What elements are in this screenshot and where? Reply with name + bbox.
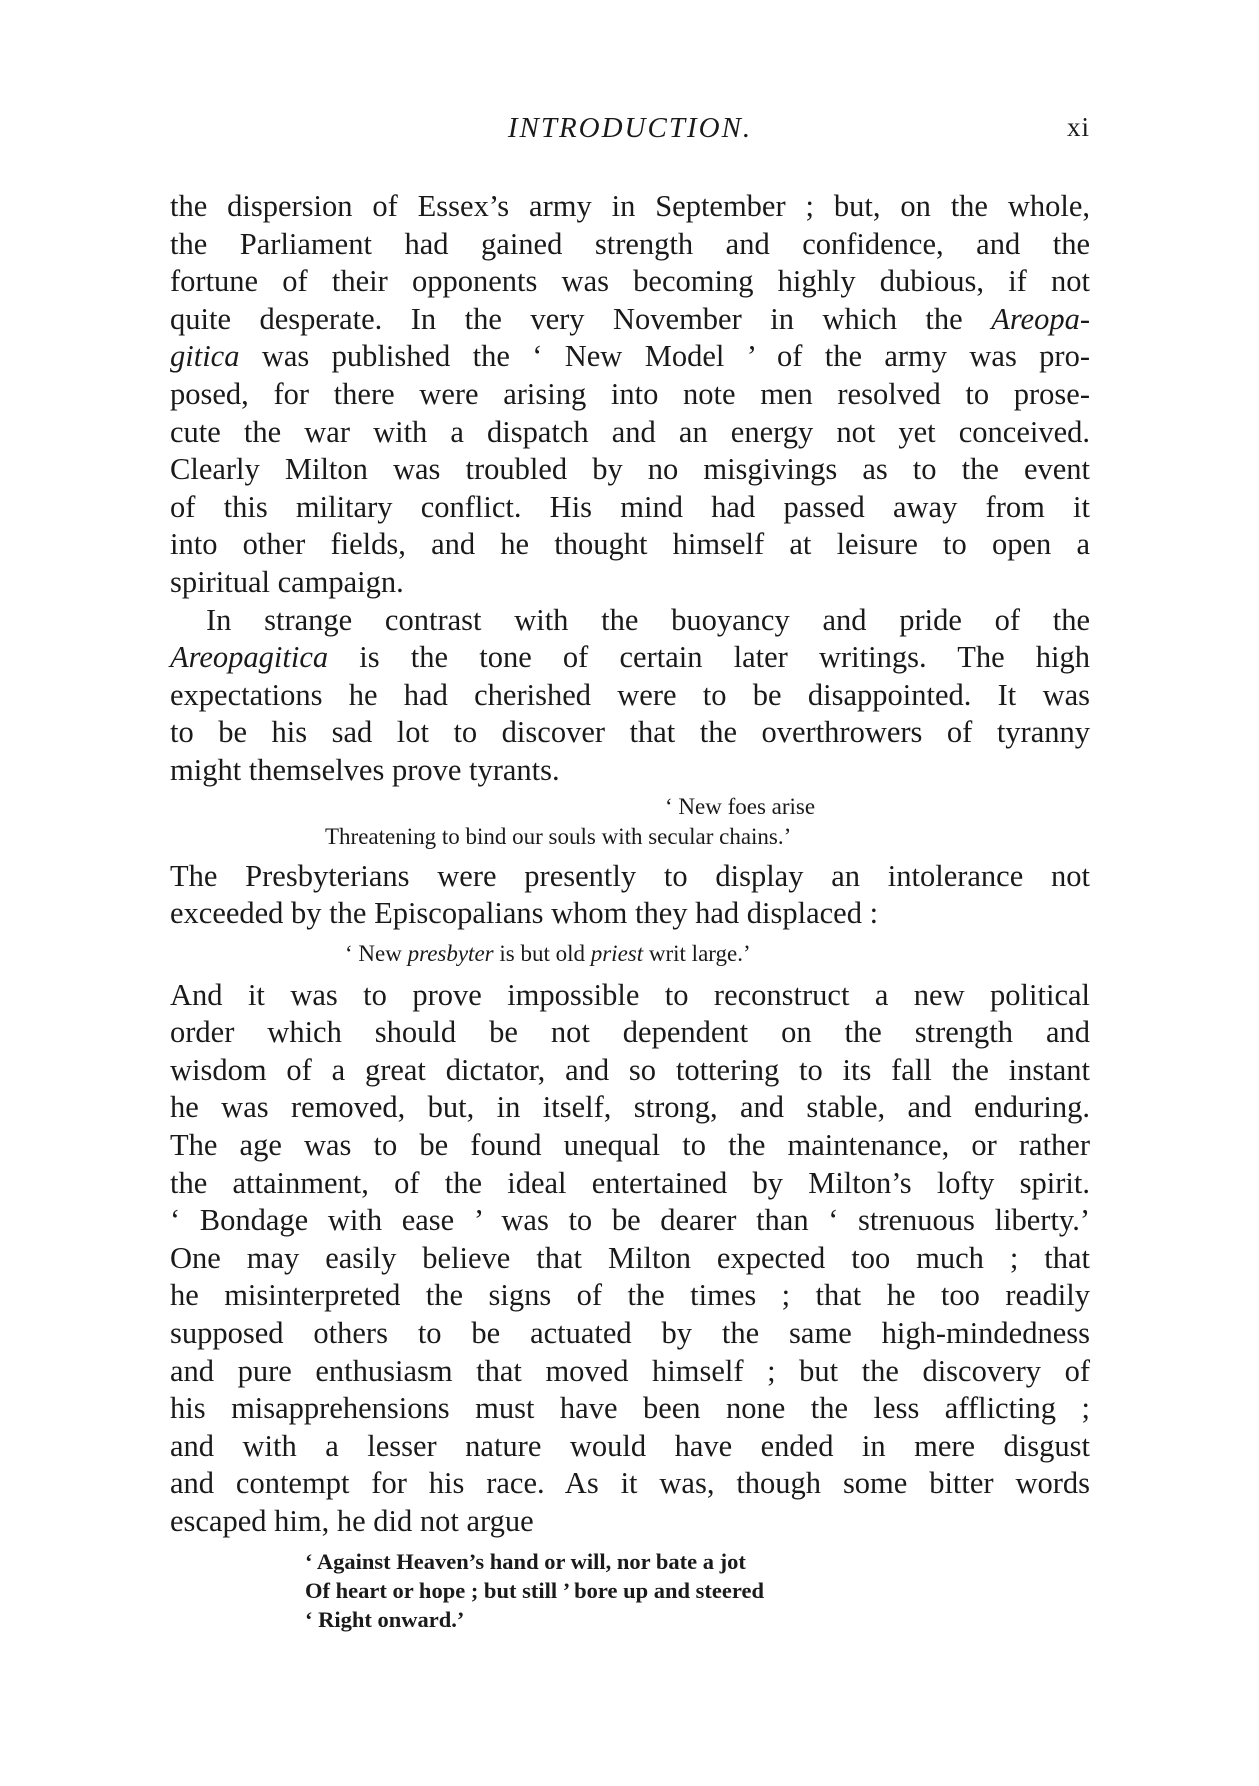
quote-line xyxy=(170,939,1090,969)
text-line: and with a lesser nature would have ended in mere disgust xyxy=(170,1428,1090,1463)
text-line: In strange contrast with the buoyancy and pride of the xyxy=(206,602,1090,637)
text-line: into other fields, and he thought himself at leisure to open a xyxy=(170,527,1090,562)
text-line: And it was to prove impossible to reconstruct a new political xyxy=(170,977,1090,1012)
text-line: ‘ Bondage with ease ’ was to be dearer than ‘ strenuous liberty.’ xyxy=(170,1203,1090,1238)
running-head xyxy=(170,112,1090,152)
text-line: exceeded by the Episcopalians whom they had displaced : xyxy=(170,896,879,931)
text-line xyxy=(170,639,1090,677)
running-title: INTRODUCTION. xyxy=(507,112,753,144)
text-line: posed, for there were arising into note men resolved to prose- xyxy=(170,376,1090,411)
text-line: Clearly Milton was troubled by no misgivings as to the event xyxy=(170,452,1090,487)
text-line: escaped him, he did not argue xyxy=(170,1504,534,1538)
paragraph-3 xyxy=(170,858,1090,933)
text-line: cute the war with a dispatch and an energy not yet conceived. xyxy=(170,414,1090,449)
quote-line: Of heart or hope ; but still ’ bore up and steered xyxy=(305,1577,764,1603)
block-quote-3 xyxy=(170,1547,1090,1634)
paragraph-1 xyxy=(170,188,1090,602)
text-line: the attainment, of the ideal entertained by Milton’s lofty spirit. xyxy=(170,1165,1090,1200)
block-quote-1 xyxy=(170,792,1090,852)
text-line: The Presbyterians were presently to display an intolerance not xyxy=(170,858,1090,893)
quote-line: ‘ Right onward.’ xyxy=(305,1606,465,1632)
text-line: spiritual campaign. xyxy=(170,564,404,599)
quote-line: Threatening to bind our souls with secular chains.’ xyxy=(325,823,792,849)
text-line: his misapprehensions must have been none the less afflicting ; xyxy=(170,1391,1090,1426)
text-line xyxy=(170,301,1090,339)
italic-word: priest xyxy=(590,940,644,966)
text-line: might themselves prove tyrants. xyxy=(170,752,560,787)
italic-word: Areopagitica xyxy=(170,640,329,675)
quote-line: ‘ Against Heaven’s hand or will, nor bate a jot xyxy=(305,1548,746,1574)
text-line: One may easily believe that Milton expected too much ; that xyxy=(170,1240,1090,1275)
quote-segment: ‘ New xyxy=(345,940,408,966)
text-line: he was removed, but, in itself, strong, and stable, and enduring. xyxy=(170,1090,1090,1125)
text-line: order which should be not dependent on the strength and xyxy=(170,1015,1090,1050)
text-line: expectations he had cherished were to be disappointed. It was xyxy=(170,677,1090,712)
text-segment: is the tone of certain later writings. The high xyxy=(328,640,1090,675)
text-line xyxy=(170,338,1090,376)
text-segment: quite desperate. In the very November in which the xyxy=(170,301,992,336)
paragraph-2 xyxy=(170,602,1090,790)
italic-word: gitica xyxy=(170,339,240,374)
text-line: the Parliament had gained strength and confidence, and the xyxy=(170,226,1090,261)
text-line: and contempt for his race. As it was, though some bitter words xyxy=(170,1466,1090,1501)
quote-segment: writ large.’ xyxy=(643,940,751,966)
text-line: he misinterpreted the signs of the times ; that he too readily xyxy=(170,1278,1090,1313)
text-line: fortune of their opponents was becoming highly dubious, if not xyxy=(170,264,1090,299)
text-line: wisdom of a great dictator, and so tottering to its fall the instant xyxy=(170,1052,1090,1087)
text-line: supposed others to be actuated by the same high-mindedness xyxy=(170,1316,1090,1351)
text-line: and pure enthusiasm that moved himself ; but the discovery of xyxy=(170,1353,1090,1388)
text-line: the dispersion of Essex’s army in September ; but, on the whole, xyxy=(170,189,1090,223)
quote-segment: is but old xyxy=(493,940,591,966)
paragraph-4 xyxy=(170,977,1090,1541)
text-line: to be his sad lot to discover that the overthrowers of tyranny xyxy=(170,715,1090,750)
text-line: The age was to be found unequal to the maintenance, or rather xyxy=(170,1128,1090,1163)
text-segment: was published the ‘ New Model ’ of the army was pro- xyxy=(239,339,1090,374)
text-line: of this military conflict. His mind had passed away from it xyxy=(170,489,1090,524)
quote-line: ‘ New foes arise xyxy=(665,793,816,819)
body-text xyxy=(170,188,1090,1634)
italic-word: Areopa- xyxy=(991,301,1090,336)
page-number: xi xyxy=(1066,112,1090,142)
italic-word: presbyter xyxy=(407,940,494,966)
block-quote-2 xyxy=(170,939,1090,969)
